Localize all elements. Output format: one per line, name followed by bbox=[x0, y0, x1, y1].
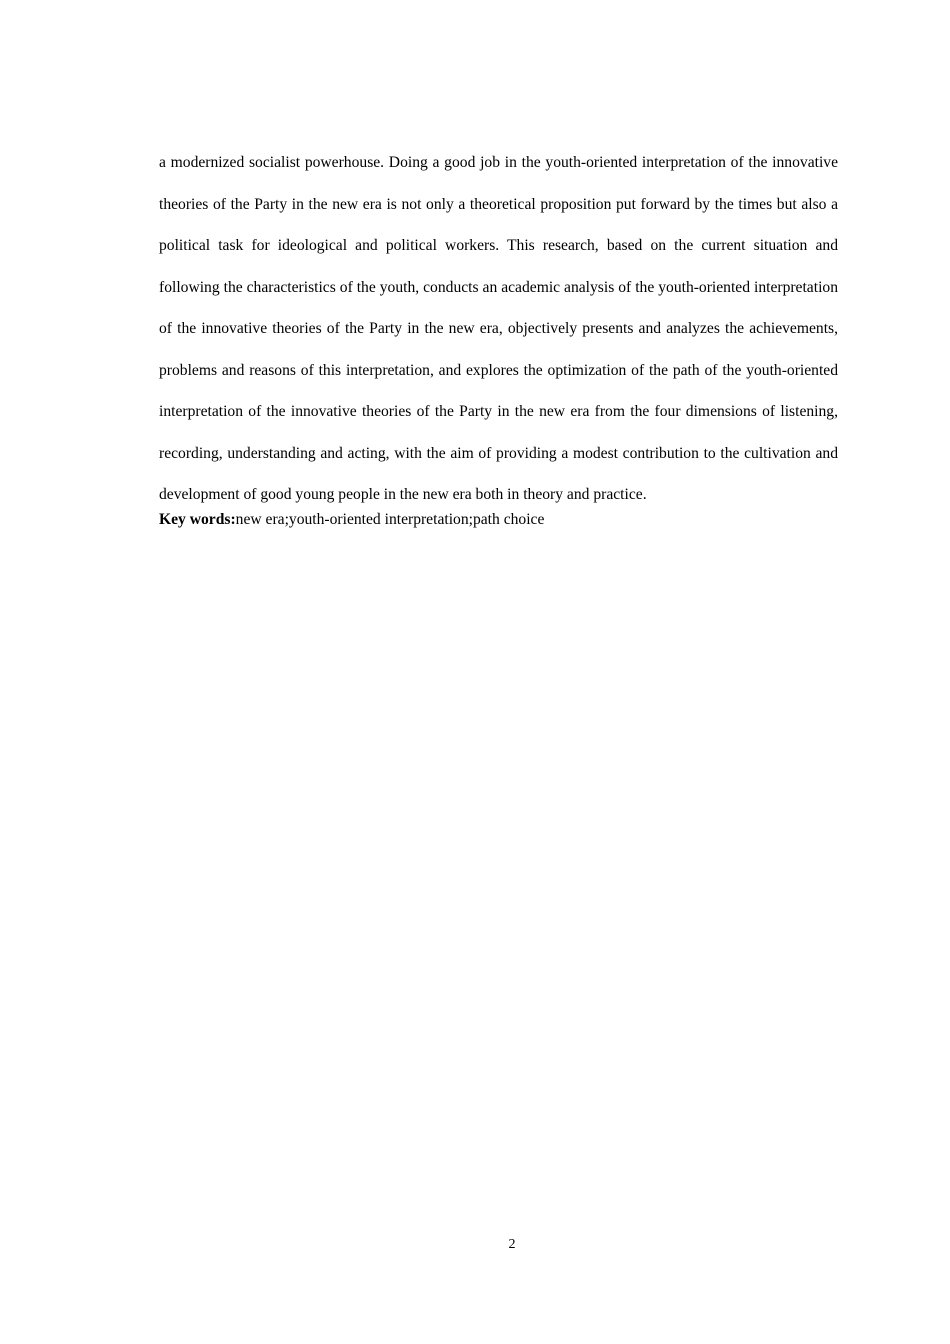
page-number: 2 bbox=[508, 1237, 516, 1252]
keywords-value: new era;youth-oriented interpretation;path choice bbox=[235, 510, 545, 528]
keywords-line bbox=[159, 508, 838, 532]
abstract-paragraph: a modernized socialist powerhouse. Doing a good job in the youth-oriented interpretation of the innovative theories of the Party in the new era is not only a theoretical proposition put forward by the times but also a political task for ideological and political workers. This research, based on the current situation and following the characteristics of the youth, conducts an academic analysis of the youth-oriented interpretation of the innovative theories of the Party in the new era, objectively presents and analyzes the achievements, problems and reasons of this interpretation, and explores the optimization of the path of the youth-oriented interpretation of the innovative theories of the Party in the new era from the four dimensions of listening, recording, understanding and acting, with the aim of providing a modest contribution to the cultivation and development of good young people in the new era both in theory and practice. bbox=[159, 154, 838, 503]
abstract-section bbox=[159, 142, 838, 532]
keywords-label: Key words: bbox=[159, 510, 236, 528]
